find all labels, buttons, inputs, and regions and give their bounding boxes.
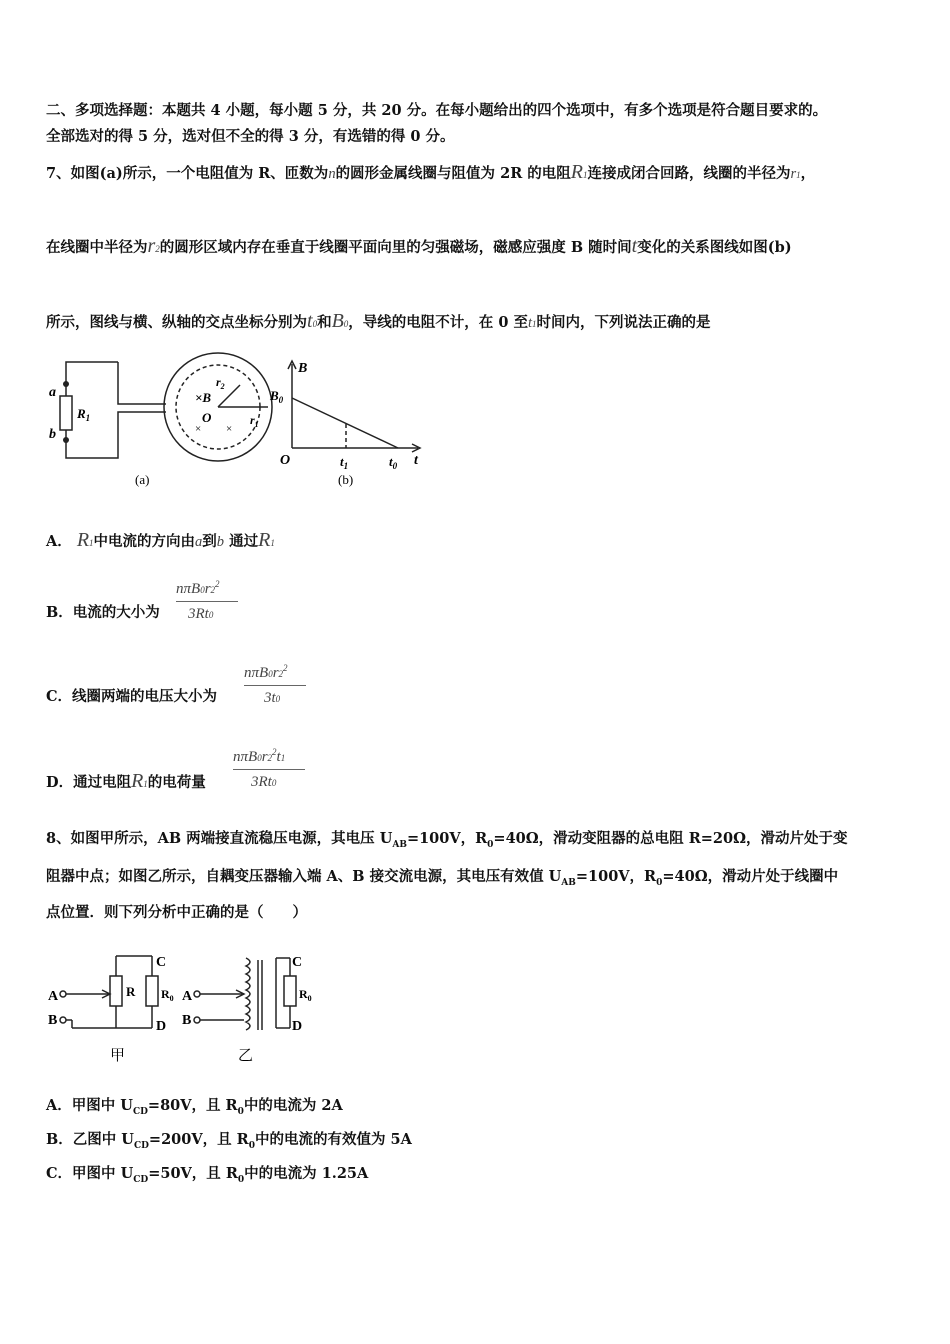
terminal-c: C (156, 955, 167, 970)
figure-b-graph (268, 354, 438, 494)
q8-option-a: A．甲图中 $U_{CD}=80V$，且 $R_0$中的电流为 2A (46, 1097, 343, 1117)
label-r0: $R_0$ (161, 987, 174, 1003)
terminal-b: B (182, 1013, 192, 1028)
q8-option-b: B．乙图中 $U_{CD}=200V$，且 $R_0$中的电流的有效值为 5A (46, 1131, 412, 1151)
q7-option-d: D．通过电阻R1的电荷量 (46, 770, 206, 792)
t0-label: $t_0$ (389, 454, 398, 471)
q7-line2: 在线圈中半径为r2的圆形区域内存在垂直于线圈平面向里的匀强磁场，磁感应强度 B 随时间t变化的关系图线如图(b) (46, 235, 792, 257)
b0-label: $B_0$ (270, 388, 284, 405)
q7-option-c: C．线圈两端的电压大小为 (46, 688, 218, 705)
figure-yi-circuit (180, 944, 320, 1068)
figure-yi-caption: 乙 (238, 1048, 254, 1064)
q8-line2: 阻器中点；如图乙所示，自耦变压器输入端 A、B 接交流电源，其电压有效值 $U_{AB}=100V$，$R_0=40\Omega$，滑动片处于线圈中 (46, 868, 839, 888)
terminal-a: A (182, 989, 193, 1004)
label-r2: $r_2$ (216, 375, 225, 391)
label-b: b (49, 427, 56, 442)
terminal-d: D (292, 1019, 303, 1034)
axis-t-label: t (414, 453, 418, 468)
figure-a-caption: (a) (135, 472, 150, 487)
figure-jia-circuit (44, 944, 184, 1068)
b-t-line (292, 398, 398, 448)
field-cross: × (226, 423, 233, 435)
q8-line1: 8、如图甲所示，AB 两端接直流稳压电源，其电压 $U_{AB}=100V$，$R_0=40\Omega$，滑动变阻器的总电阻 R=20Ω，滑动片处于变 (46, 830, 848, 850)
field-cross: × (195, 423, 202, 435)
terminal-a-dot (63, 381, 69, 387)
label-field: ×B (195, 390, 212, 405)
terminal-b: B (48, 1013, 58, 1028)
terminal-d: D (156, 1019, 167, 1034)
terminal-c: C (292, 955, 303, 970)
label-origin: O (202, 410, 212, 425)
label-r1-radius: $r_1$ (250, 413, 259, 429)
label-r: R (126, 984, 136, 999)
figure-b-caption: (b) (338, 472, 354, 487)
figure-a-circuit (40, 352, 280, 492)
axis-b-label: B (298, 361, 308, 376)
label-r0: $R_0$ (299, 987, 312, 1003)
figure-jia-caption: 甲 (110, 1048, 126, 1064)
q7-option-b: B．电流的大小为 (46, 604, 160, 621)
label-a: a (49, 385, 56, 400)
section-title: 二、多项选择题：本题共 4 小题，每小题 5 分，共 20 分。在每小题给出的四个选项中，有多个选项是符合题目要求的。 (46, 102, 828, 119)
terminal-b-dot (63, 437, 69, 443)
q8-line3: 点位置．则下列分析中正确的是（ ） (46, 904, 307, 921)
origin-label: O (280, 453, 291, 468)
label-r1: $R_1$ (77, 406, 91, 423)
section-scoring: 全部选对的得 5 分，选对但不全的得 3 分，有选错的得 0 分。 (46, 128, 455, 145)
t1-label: $t_1$ (340, 454, 349, 471)
q7-option-a: A． R1中电流的方向由a到b 通过R1 (46, 529, 275, 551)
q7-line1: 7、如图(a)所示，一个电阻值为 R、匝数为n的圆形金属线圈与阻值为 2R 的电阻R1连接成闭合回路，线圈的半径为r1， (46, 161, 816, 183)
q8-option-c: C．甲图中 $U_{CD}=50V$，且 $R_0$中的电流为 1.25A (46, 1165, 369, 1185)
terminal-a: A (48, 989, 59, 1004)
q7-line3: 所示，图线与横、纵轴的交点坐标分别为t0和B0，导线的电阻不计，在 0 至t1时间内，下列说法正确的是 (46, 310, 711, 332)
